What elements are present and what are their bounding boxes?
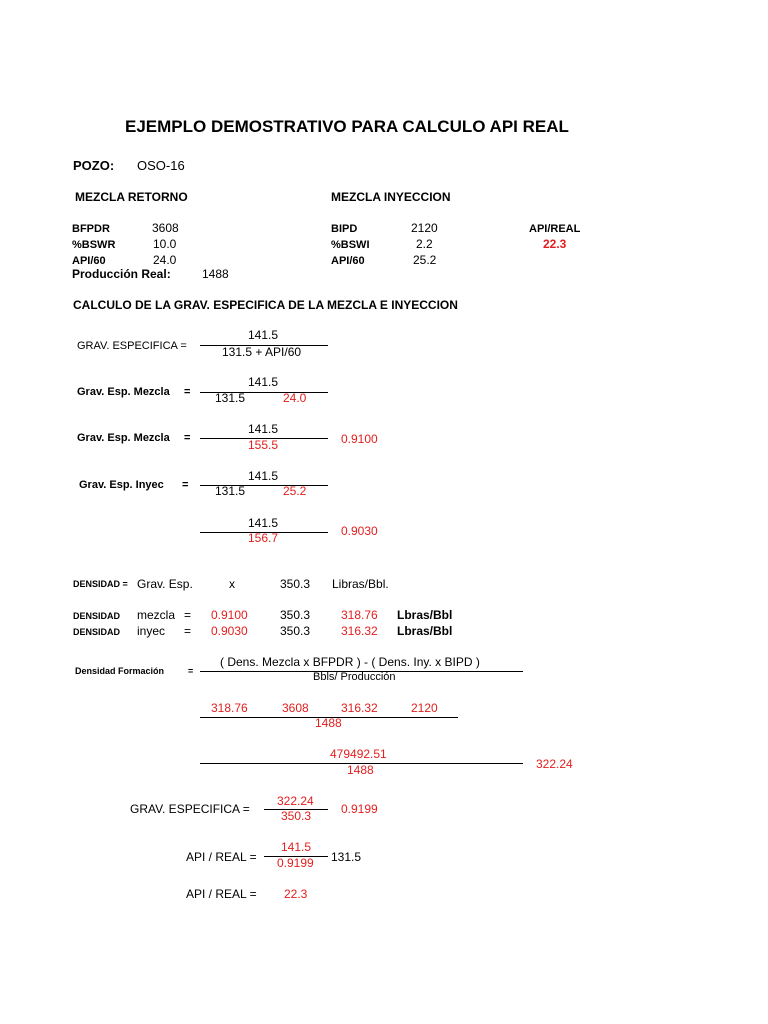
formacion-numerator: ( Dens. Mezcla x BFPDR ) - ( Dens. Iny. x BIPD ) — [220, 655, 480, 669]
pozo-label: POZO: — [73, 158, 115, 173]
densidad-label: DENSIDAD — [73, 627, 121, 637]
densidad-result: 316.32 — [341, 624, 378, 638]
grav-formula-numerator: 141.5 — [248, 328, 279, 342]
grav-mezcla-numerator: 141.5 — [248, 375, 279, 389]
grav-inyec-result: 0.9030 — [341, 524, 378, 538]
grav-inyec-numerator: 141.5 — [248, 516, 279, 530]
densidad-formula-label: DENSIDAD = — [73, 579, 128, 589]
page-title: EJEMPLO DEMOSTRATIVO PARA CALCULO API REAL — [125, 117, 569, 136]
bipd-value: 2120 — [411, 221, 438, 235]
formacion-value-denominator: 1488 — [315, 716, 342, 730]
retorno-heading: MEZCLA RETORNO — [75, 190, 188, 204]
densidad-factor: 350.3 — [280, 624, 311, 638]
formacion-denominator: Bbls/ Producción — [313, 671, 396, 683]
api-calc-numerator: 141.5 — [281, 840, 312, 854]
api-calc-denominator: 0.9199 — [277, 856, 314, 870]
densidad-result: 318.76 — [341, 608, 378, 622]
formacion-value-a: 318.76 — [211, 701, 248, 715]
densidad-unit: Lbras/Bbl — [397, 608, 453, 622]
grav-inyec-denominator: 156.7 — [248, 531, 279, 545]
equals-sign: = — [188, 666, 194, 676]
grav-mezcla-result: 0.9100 — [341, 432, 378, 446]
grav-final-result: 0.9199 — [341, 802, 378, 816]
densidad-formula-factor: 350.3 — [280, 577, 311, 591]
formacion-value-b: 3608 — [282, 701, 309, 715]
densidad-unit: Lbras/Bbl — [397, 624, 453, 638]
grav-final-numerator: 322.24 — [277, 794, 314, 808]
densidad-formula-op: x — [229, 577, 235, 591]
grav-formula-label: GRAV. ESPECIFICA = — [77, 340, 187, 352]
formacion-result-denominator: 1488 — [347, 763, 374, 777]
densidad-grav: 0.9030 — [211, 624, 248, 638]
densidad-grav: 0.9100 — [211, 608, 248, 622]
formacion-value-d: 2120 — [411, 701, 438, 715]
equals-sign: = — [182, 479, 189, 491]
grav-mezcla-den-a: 131.5 — [215, 391, 246, 405]
grav-inyec-numerator: 141.5 — [248, 469, 279, 483]
api-calc-label: API / REAL = — [186, 850, 257, 864]
bfpdr-label: BFPDR — [72, 223, 110, 235]
densidad-factor: 350.3 — [280, 608, 311, 622]
api60-retorno-label: API/60 — [72, 255, 106, 267]
densidad-label: DENSIDAD — [73, 611, 121, 621]
densidad-name: mezcla — [137, 608, 176, 622]
grav-mezcla-label: Grav. Esp. Mezcla — [77, 386, 170, 398]
grav-formula-denominator: 131.5 + API/60 — [222, 345, 302, 359]
pozo-value: OSO-16 — [137, 158, 185, 173]
formacion-value-c: 316.32 — [341, 701, 378, 715]
api60-inyeccion-label: API/60 — [331, 255, 365, 267]
api-real-value: 22.3 — [543, 237, 567, 251]
grav-mezcla-numerator: 141.5 — [248, 422, 279, 436]
densidad-name: inyec — [137, 624, 166, 638]
densidad-formula-unit: Libras/Bbl. — [332, 577, 389, 591]
equals-sign: = — [184, 608, 192, 622]
bswr-value: 10.0 — [153, 237, 177, 251]
grav-inyec-den-b: 25.2 — [283, 484, 307, 498]
api-calc-label: API / REAL = — [186, 887, 257, 901]
bswi-value: 2.2 — [416, 237, 433, 251]
bswi-label: %BSWI — [331, 239, 370, 251]
grav-inyec-den-a: 131.5 — [215, 484, 246, 498]
formacion-result-numerator: 479492.51 — [330, 747, 387, 761]
section-grav-heading: CALCULO DE LA GRAV. ESPECIFICA DE LA MEZCLA E INYECCION — [73, 298, 458, 312]
produccion-value: 1488 — [202, 267, 229, 281]
api-calc-subtract: 131.5 — [331, 850, 362, 864]
grav-mezcla-label: Grav. Esp. Mezcla — [77, 432, 170, 444]
bswr-label: %BSWR — [72, 239, 116, 251]
inyeccion-heading: MEZCLA INYECCION — [331, 190, 451, 204]
bipd-label: BIPD — [331, 223, 358, 235]
equals-sign: = — [184, 432, 191, 444]
api60-retorno-value: 24.0 — [153, 253, 177, 267]
densidad-formula-a: Grav. Esp. — [137, 577, 193, 591]
grav-mezcla-denominator: 155.5 — [248, 438, 279, 452]
formacion-label: Densidad Formación — [75, 666, 165, 676]
produccion-label: Producción Real: — [72, 267, 171, 281]
bfpdr-value: 3608 — [152, 221, 179, 235]
api-real-label: API/REAL — [529, 223, 581, 235]
api60-inyeccion-value: 25.2 — [413, 253, 437, 267]
grav-final-label: GRAV. ESPECIFICA = — [130, 802, 250, 816]
formacion-result-value: 322.24 — [536, 757, 573, 771]
equals-sign: = — [184, 624, 192, 638]
grav-final-denominator: 350.3 — [281, 809, 312, 823]
api-calc-result: 22.3 — [284, 887, 308, 901]
equals-sign: = — [184, 386, 191, 398]
grav-inyec-label: Grav. Esp. Inyec — [79, 479, 164, 491]
grav-mezcla-den-b: 24.0 — [283, 391, 307, 405]
